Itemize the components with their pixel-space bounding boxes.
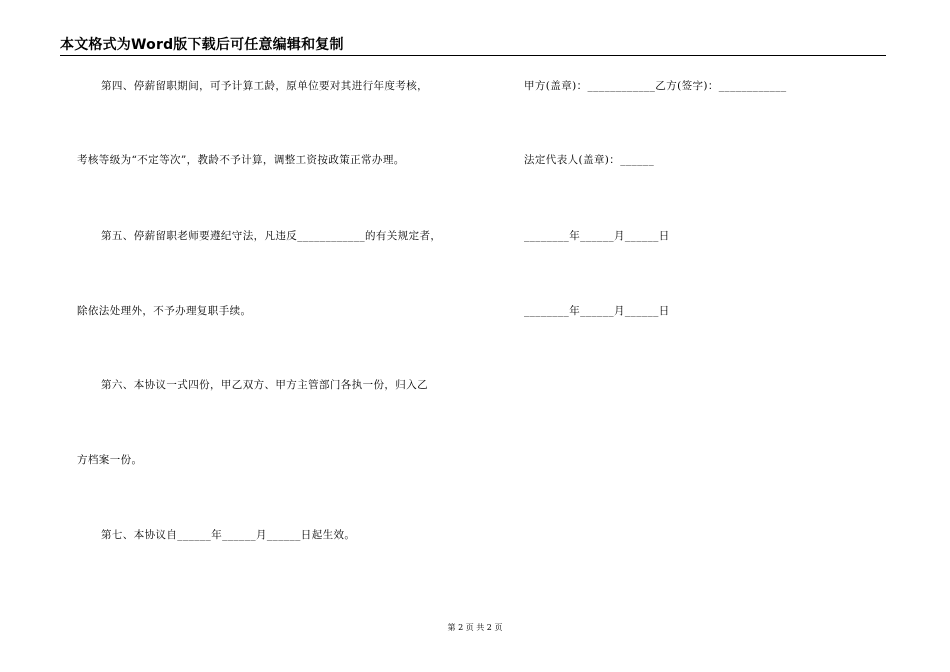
date-line: ________年______月______日 (524, 230, 670, 242)
paragraph-line: 第七、本协议自______年______月______日起生效。 (101, 529, 356, 541)
signature-line: 法定代表人(盖章)：______ (524, 154, 655, 166)
page-footer: 第 2 页 共 2 页 (447, 623, 503, 632)
paragraph-line: 除依法处理外，不予办理复职手续。 (77, 305, 252, 317)
paragraph-line: 第五、停薪留职老师要遵纪守法，凡违反____________的有关规定者， (101, 230, 442, 242)
paragraph-line: 方档案一份。 (77, 454, 143, 466)
paragraph-line: 第六、本协议一式四份，甲乙双方、甲方主管部门各执一份，归入乙 (101, 379, 428, 391)
page-header (60, 33, 886, 56)
paragraph-line: 第四、停薪留职期间，可予计算工龄，原单位要对其进行年度考核， (101, 80, 428, 92)
header-title: 本文格式为Word版下载后可任意编辑和复制 (60, 37, 344, 53)
date-line: ________年______月______日 (524, 305, 670, 317)
signature-line: 甲方(盖章)：____________乙方(签字)：____________ (524, 80, 787, 92)
paragraph-line: 考核等级为“不定等次”，教龄不予计算，调整工资按政策正常办理。 (77, 154, 405, 166)
